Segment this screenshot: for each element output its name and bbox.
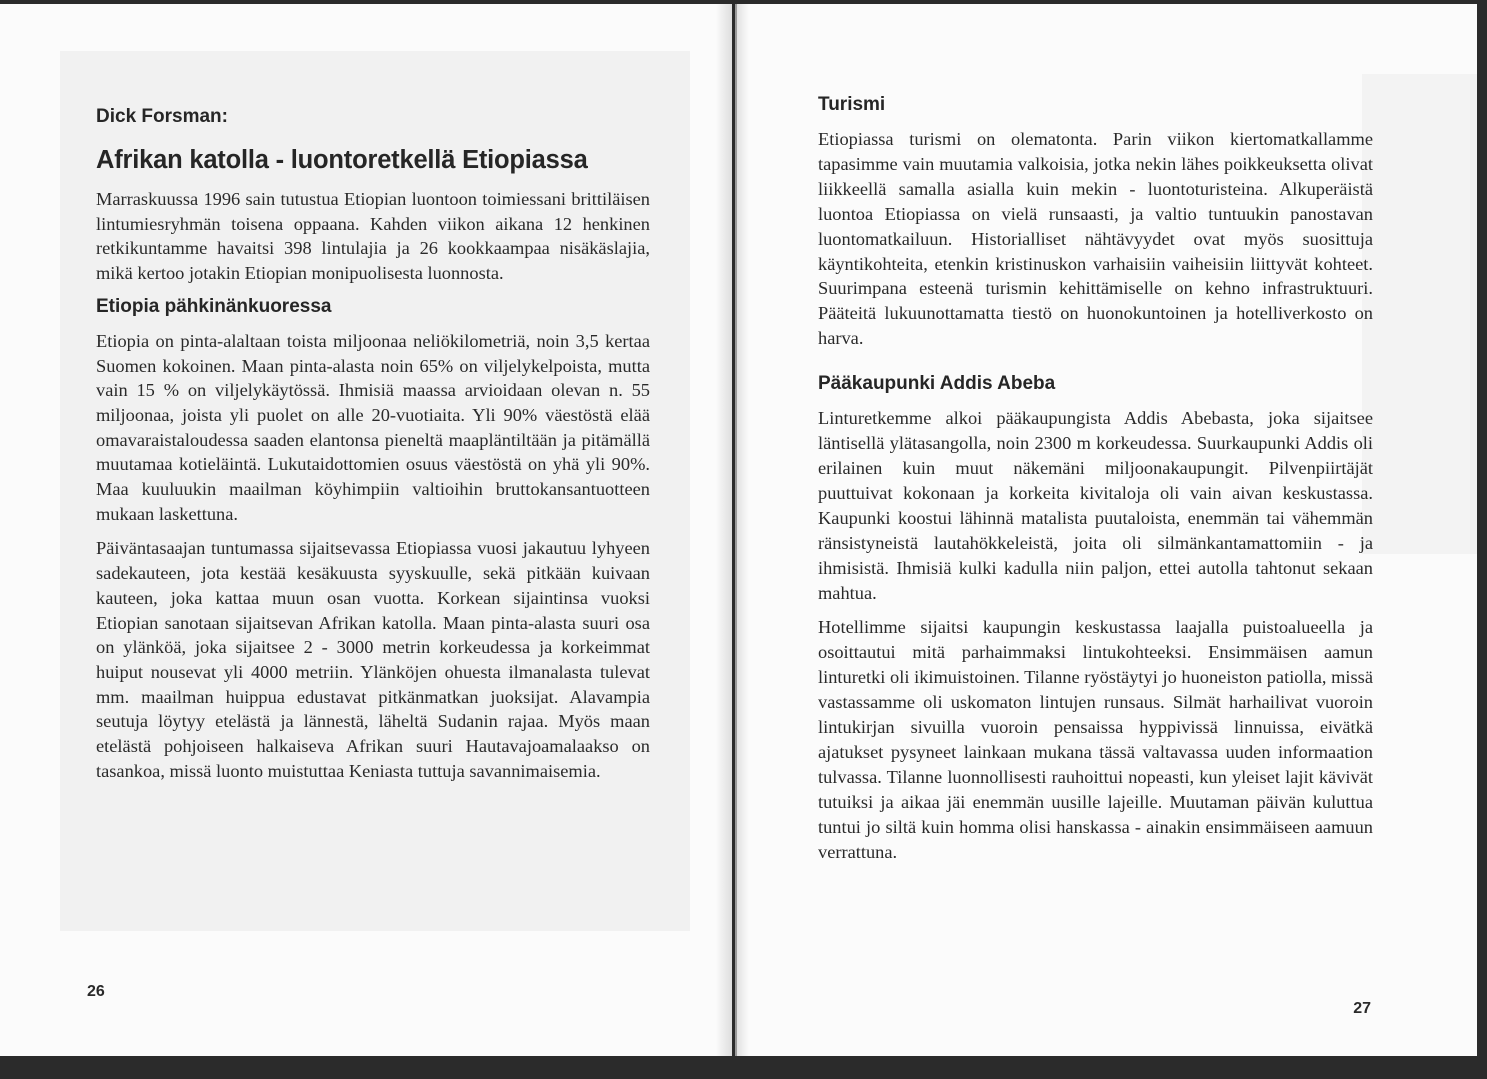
body-paragraph: Hotellimme sijaitsi kaupungin keskustassa laajalla puistoalueella ja osoittautui mitä parhaimmaksi lintukohteeksi. Ensimmäisen aamun linturetki oli ikimuistoinen. Tilanne ryöstäytyi jo huoneiston patiolla, missä vastassamme oli uskomaton lintujen runsaus. Silmät harhailivat vuoroin lintukirjan sivuilla vuoroin pensaissa hyppivissä linnuissa, eivätkä ajatukset pysyneet lainkaan mukana tässä valtavassa uuden informaation tulvassa. Tilanne luonnollisesti rauhoittui nopeasti, kun yleiset lajit kävivät tutuiksi ja aikaa jäi enemmän uusille lajeille. Muutaman päivän kuluttua tuntui jo siltä kuin homma olisi hanskassa - ainakin ensimmäiseen aamuun verrattuna. bbox=[818, 617, 1373, 862]
left-page bbox=[0, 4, 732, 1056]
intro-paragraph: Marraskuussa 1996 sain tutustua Etiopian luontoon toimiessani brittiläisen lintumiesryhmän toisena oppaana. Kahden viikon aikana 12 henkinen retkikuntamme havaitsi 398 lintulajia ja 26 kookkaampaa nisäkäslajia, mikä kertoo jotakin Etiopian monipuolisesta luonnosta. bbox=[96, 189, 650, 284]
page-number: 26 bbox=[87, 983, 105, 1000]
section-heading: Pääkaupunki Addis Abeba bbox=[818, 373, 1056, 395]
right-column bbox=[818, 94, 1373, 874]
article-title: Afrikan katolla - luontoretkellä Etiopiassa bbox=[96, 146, 588, 174]
page-number: 27 bbox=[1353, 1000, 1371, 1017]
gutter-shadow bbox=[716, 4, 732, 1056]
left-column bbox=[96, 106, 650, 793]
author-byline: Dick Forsman: bbox=[96, 106, 228, 127]
body-paragraph: Etiopia on pinta-alaltaan toista miljoonaa neliökilometriä, noin 3,5 kertaa Suomen kokoinen. Maan pinta-alasta noin 65% on viljelykelpoista, mutta vain 15 % on viljelykäytössä. Ihmisiä maassa arvioidaan olevan n. 55 miljoonaa, joista yli puolet on alle 20-vuotiaita. Yli 90% väestöstä elää omavaraistaloudessa saaden elantonsa pieneltä maapläntiltään ja pitämällä muutamaa kotieläintä. Lukutaidottomien osuus väestöstä on yhä yli 90%. Maa kuuluukin maailman köyhimpiin valtioihin bruttokansantuotteen mukaan laskettuna. bbox=[96, 330, 650, 524]
right-page bbox=[735, 4, 1477, 1056]
body-paragraph: Etiopiassa turismi on olematonta. Parin viikon kiertomatkallamme tapasimme vain muutamia valkoisia, jotka nekin lähes poikkeuksetta olivat liikkeellä samalla asialla kuin mekin - luontoturisteina. Alkuperäistä luontoa Etiopiassa on vielä runsaasti, ja valtio tuntuukin panostavan luontomatkailuun. Historialliset nähtävyydet ovat myös suosittuja käyntikohteita, etenkin kristinuskon varhaisiin vaiheisiin liittyvät kohteet. Suurimpana esteenä turismin kehittämiselle on kehno infrastruktuuri. Pääteitä lukuunottamatta tiestö on huonokuntoinen ja hotelliverkosto on harva. bbox=[818, 129, 1373, 349]
gutter-shadow bbox=[737, 4, 749, 1056]
body-paragraph: Päiväntasaajan tuntumassa sijaitsevassa Etiopiassa vuosi jakautuu lyhyeen sadekauteen, jota kestää kesäkuusta syyskuulle, sekä pitkään kuivaan kauteen, joka kattaa muun osan vuotta. Korkean sijaintinsa vuoksi Etiopian sanotaan sijaitsevan Afrikan katolla. Maan pinta-alasta suuri osa on ylänköä, joka sijaitsee 2 - 3000 metrin korkeudessa ja korkeimmat huiput nousevat yli 4000 metriin. Ylänköjen ohuesta ilmanalasta tulevat mm. maailman huippua edustavat pitkänmatkan juoksijat. Alavampia seutuja löytyy etelästä ja lännestä, läheltä Sudanin rajaa. Myös maan etelästä pohjoiseen halkaiseva Afrikan suuri Hautavajoamalaakso on tasankoa, missä luonto muistuttaa Keniasta tuttuja savannimaisemia. bbox=[96, 538, 650, 781]
section-heading: Turismi bbox=[818, 94, 886, 115]
body-paragraph: Linturetkemme alkoi pääkaupungista Addis Abebasta, joka sijaitsee läntisellä ylätasangolla, noin 2300 m korkeudessa. Suurkaupunki Addis oli erilainen kuin muut näkemäni miljoonakaupungit. Pilvenpiirtäjät puuttuivat kokonaan ja korkeita kivitaloja oli vain aivan keskustassa. Kaupunki koostui lähinnä matalista puutaloista, enemmän tai vähemmän ränsistyneistä lautahökkeleistä, joita oli silmänkantamattomiin - ja ihmisistä. Ihmisiä kulki kadulla niin paljon, ettei autolla tahtonut sekaan mahtua. bbox=[818, 408, 1373, 603]
section-heading: Etiopia pähkinänkuoressa bbox=[96, 295, 332, 317]
shaded-background bbox=[1362, 74, 1477, 554]
